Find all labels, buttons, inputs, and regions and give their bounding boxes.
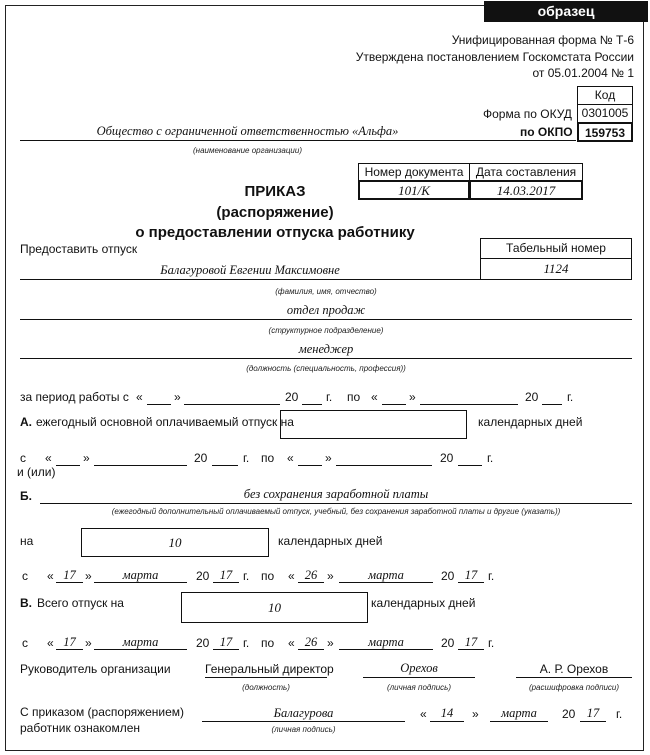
year-prefix: 20 [196, 569, 210, 583]
department-value: отдел продаж [286, 303, 366, 317]
quote-open: « [288, 636, 295, 650]
doc-number-value: 101/К [358, 180, 470, 200]
section-v-from-label: с [22, 636, 28, 650]
employee-name: Балагуровой Евгении Максимовне [160, 263, 340, 277]
quote-close: » [472, 707, 479, 721]
ack-year: 17 [586, 706, 600, 720]
year-suffix: г. [567, 390, 574, 404]
section-v-from-year: 17 [219, 635, 233, 649]
section-b-on-label: на [20, 534, 34, 548]
year-suffix: г. [243, 569, 250, 583]
section-v-to-year: 17 [464, 635, 478, 649]
section-v-to-label: по [261, 636, 275, 650]
year-prefix: 20 [441, 569, 455, 583]
head-signature: Орехов [400, 661, 438, 675]
section-b-from-month: марта [122, 568, 159, 582]
quote-close: » [409, 390, 416, 404]
quote-open: « [45, 451, 52, 465]
section-b-from-label: с [22, 569, 28, 583]
okud-value: 0301005 [577, 104, 633, 123]
section-a-letter: А. [20, 415, 32, 429]
section-b-letter: Б. [20, 489, 32, 503]
year-suffix: г. [488, 636, 495, 650]
year-suffix: г. [487, 451, 494, 465]
ack-line-1: С приказом (распоряжением) [20, 705, 185, 719]
head-label: Руководитель организации [20, 662, 171, 676]
section-v-days-label: календарных дней [371, 596, 476, 610]
tab-number-header: Табельный номер [480, 238, 632, 259]
section-v-from-month: марта [122, 635, 159, 649]
quote-close: » [83, 451, 90, 465]
okpo-label: по ОКПО [520, 125, 573, 139]
quote-close: » [327, 569, 334, 583]
section-a-from-label: с [20, 451, 26, 465]
quote-close: » [325, 451, 332, 465]
quote-close: » [174, 390, 181, 404]
organization-caption: (наименование организации) [193, 146, 302, 155]
section-a-days-label: календарных дней [478, 415, 583, 429]
year-prefix: 20 [440, 451, 454, 465]
year-prefix: 20 [441, 636, 455, 650]
year-suffix: г. [616, 707, 623, 721]
quote-open: « [47, 569, 54, 583]
doc-date-header: Дата составления [469, 163, 583, 181]
quote-open: « [420, 707, 427, 721]
year-suffix: г. [243, 636, 250, 650]
grant-leave-label: Предоставить отпуск [20, 242, 138, 256]
head-position-caption: (должность) [242, 683, 290, 692]
quote-close: » [85, 569, 92, 583]
section-b-days-label: календарных дней [278, 534, 383, 548]
section-b-type: без сохранения заработной платы [243, 487, 429, 501]
section-v-days-box: 10 [181, 592, 368, 623]
period-to-label: по [347, 390, 361, 404]
section-v-label: Всего отпуск на [37, 596, 124, 610]
ack-day: 14 [440, 706, 454, 720]
section-a-label: ежегодный основной оплачиваемый отпуск на [36, 415, 294, 429]
section-b-type-caption: (ежегодный дополнительный оплачиваемый отпуск, учебный, без сохранения заработной платы и другие (указать)) [111, 507, 561, 516]
position-caption: (должность (специальность, профессия)) [246, 364, 406, 373]
ack-line-2: работник ознакомлен [20, 721, 140, 735]
doc-date-value: 14.03.2017 [469, 180, 583, 200]
section-b-to-month: марта [368, 568, 404, 582]
year-suffix: г. [488, 569, 495, 583]
doc-number-header: Номер документа [358, 163, 470, 181]
okud-label: Форма по ОКУД [483, 107, 572, 121]
section-v-to-day: 26 [304, 635, 318, 649]
section-a-days-box [280, 410, 467, 439]
year-prefix: 20 [562, 707, 576, 721]
section-b-to-label: по [261, 569, 275, 583]
section-v-from-day: 17 [63, 635, 76, 649]
quote-open: « [371, 390, 378, 404]
department-caption: (структурное подразделение) [268, 326, 384, 335]
section-v-letter: В. [20, 596, 32, 610]
year-prefix: 20 [525, 390, 539, 404]
section-b-days-box: 10 [81, 528, 269, 557]
quote-open: « [287, 451, 294, 465]
approved-line: Утверждена постановлением Госкомстата России [355, 50, 634, 64]
okpo-value: 159753 [577, 122, 633, 142]
head-signature-caption: (личная подпись) [386, 683, 452, 692]
ack-month: марта [501, 706, 537, 720]
ack-signature-caption: (личная подпись) [271, 725, 336, 734]
title-directive: (распоряжение) [216, 204, 334, 221]
quote-open: « [288, 569, 295, 583]
year-prefix: 20 [194, 451, 208, 465]
ack-signature: Балагурова [273, 706, 334, 720]
section-b-from-day: 17 [63, 568, 76, 582]
quote-open: « [136, 390, 143, 404]
year-suffix: г. [326, 390, 333, 404]
head-name-caption: (расшифровка подписи) [528, 683, 620, 692]
section-b-to-day: 26 [304, 568, 318, 582]
and-or-label: и (или) [17, 465, 56, 479]
quote-open: « [47, 636, 54, 650]
head-position: Генеральный директор [205, 662, 334, 676]
approved-date-line: от 05.01.2004 № 1 [532, 66, 634, 80]
quote-close: » [85, 636, 92, 650]
title-subject: о предоставлении отпуска работнику [135, 224, 415, 241]
form-line: Унифицированная форма № Т-6 [451, 33, 634, 47]
employee-name-caption: (фамилия, имя, отчество) [275, 287, 377, 296]
head-name: А. Р. Орехов [539, 662, 609, 676]
year-prefix: 20 [196, 636, 210, 650]
section-b-from-year: 17 [219, 568, 233, 582]
sample-badge: образец [484, 1, 648, 22]
quote-close: » [327, 636, 334, 650]
period-label: за период работы с [20, 390, 129, 404]
section-a-to-label: по [261, 451, 275, 465]
tab-number-value: 1124 [480, 258, 632, 280]
year-suffix: г. [243, 451, 250, 465]
code-header: Код [577, 86, 633, 105]
title-order: ПРИКАЗ [244, 183, 306, 200]
organization-name: Общество с ограниченной ответственностью «Альфа» [96, 124, 399, 138]
position-value: менеджер [298, 342, 354, 356]
section-v-to-month: марта [368, 635, 404, 649]
section-b-to-year: 17 [464, 568, 478, 582]
year-prefix: 20 [285, 390, 299, 404]
